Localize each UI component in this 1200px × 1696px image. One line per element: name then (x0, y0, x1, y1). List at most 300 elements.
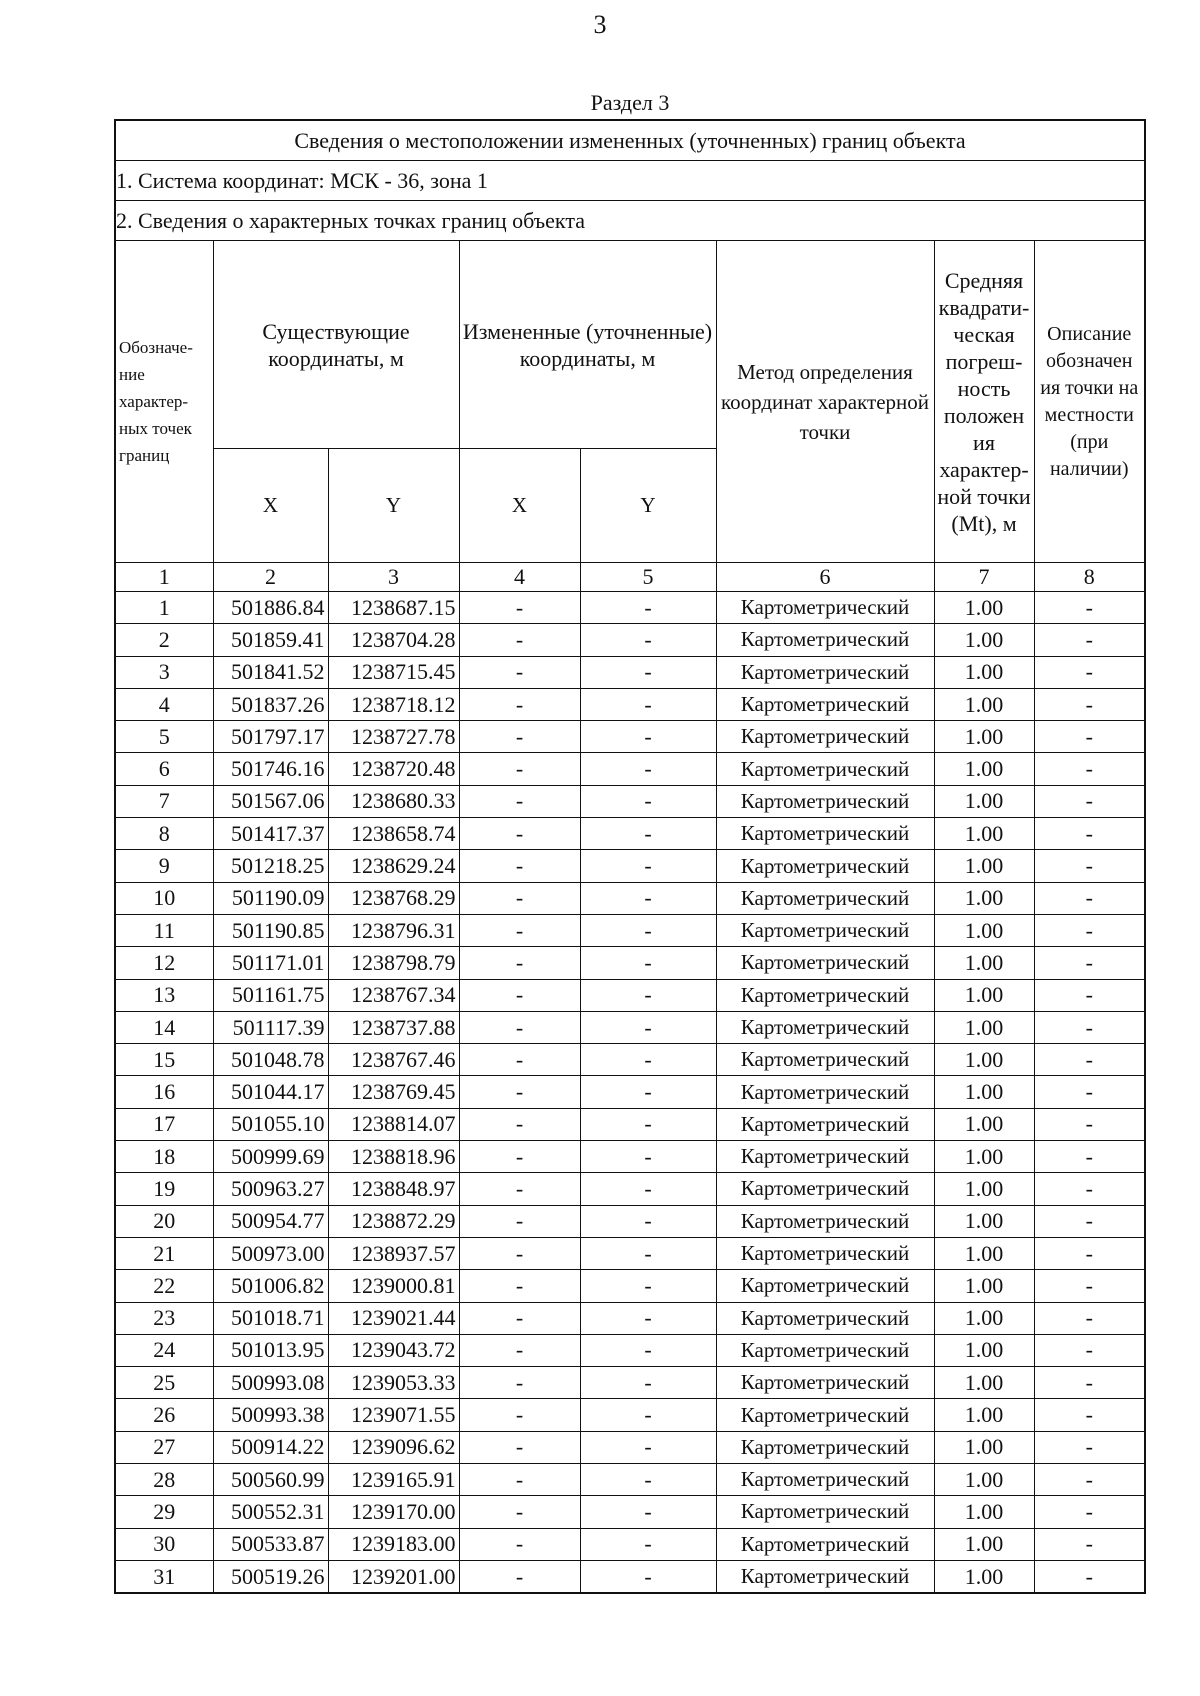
changed-x-cell: - (459, 688, 580, 720)
existing-x-cell: 501171.01 (213, 947, 328, 979)
existing-x-cell: 501837.26 (213, 688, 328, 720)
existing-x-cell: 501018.71 (213, 1302, 328, 1334)
method-cell: Картометрический (716, 1205, 934, 1237)
existing-y-cell: 1238629.24 (328, 850, 459, 882)
existing-y-cell: 1238796.31 (328, 914, 459, 946)
existing-x-cell: 501417.37 (213, 818, 328, 850)
description-cell: - (1034, 1108, 1145, 1140)
existing-x-cell: 501841.52 (213, 656, 328, 688)
table-row (115, 882, 1145, 914)
method-cell: Картометрический (716, 1173, 934, 1205)
header-x-existing: X (213, 449, 328, 563)
changed-x-cell: - (459, 1431, 580, 1463)
error-mt-cell: 1.00 (934, 1141, 1034, 1173)
point-number-cell: 14 (115, 1011, 213, 1043)
existing-y-cell: 1239165.91 (328, 1464, 459, 1496)
point-number-cell: 12 (115, 947, 213, 979)
error-mt-cell: 1.00 (934, 753, 1034, 785)
changed-y-cell: - (580, 1011, 716, 1043)
table-row (115, 1141, 1145, 1173)
table-row (115, 1496, 1145, 1528)
changed-y-cell: - (580, 1528, 716, 1560)
table-row (115, 624, 1145, 656)
changed-y-cell: - (580, 818, 716, 850)
method-cell: Картометрический (716, 1334, 934, 1366)
changed-x-cell: - (459, 1173, 580, 1205)
coordinate-system: 1. Система координат: МСК - 36, зона 1 (115, 161, 1145, 201)
changed-y-cell: - (580, 1141, 716, 1173)
error-mt-cell: 1.00 (934, 721, 1034, 753)
existing-x-cell: 500560.99 (213, 1464, 328, 1496)
description-cell: - (1034, 1302, 1145, 1334)
existing-x-cell: 501190.09 (213, 882, 328, 914)
changed-x-cell: - (459, 1205, 580, 1237)
existing-y-cell: 1238658.74 (328, 818, 459, 850)
description-cell: - (1034, 882, 1145, 914)
existing-y-cell: 1238715.45 (328, 656, 459, 688)
changed-y-cell: - (580, 1496, 716, 1528)
description-cell: - (1034, 1334, 1145, 1366)
error-mt-cell: 1.00 (934, 1173, 1034, 1205)
existing-y-cell: 1239096.62 (328, 1431, 459, 1463)
changed-x-cell: - (459, 882, 580, 914)
point-number-cell: 7 (115, 785, 213, 817)
existing-y-cell: 1238767.46 (328, 1044, 459, 1076)
description-cell: - (1034, 753, 1145, 785)
error-mt-cell: 1.00 (934, 656, 1034, 688)
header-x-changed: X (459, 449, 580, 563)
description-cell: - (1034, 979, 1145, 1011)
method-cell: Картометрический (716, 1431, 934, 1463)
method-cell: Картометрический (716, 785, 934, 817)
existing-x-cell: 500954.77 (213, 1205, 328, 1237)
changed-y-cell: - (580, 1173, 716, 1205)
changed-y-cell: - (580, 979, 716, 1011)
existing-y-cell: 1238768.29 (328, 882, 459, 914)
method-cell: Картометрический (716, 1237, 934, 1269)
changed-x-cell: - (459, 753, 580, 785)
method-cell: Картометрический (716, 1367, 934, 1399)
changed-y-cell: - (580, 882, 716, 914)
existing-x-cell: 501048.78 (213, 1044, 328, 1076)
error-mt-cell: 1.00 (934, 979, 1034, 1011)
changed-y-cell: - (580, 1334, 716, 1366)
changed-x-cell: - (459, 1044, 580, 1076)
point-number-cell: 27 (115, 1431, 213, 1463)
existing-y-cell: 1239170.00 (328, 1496, 459, 1528)
changed-x-cell: - (459, 1237, 580, 1269)
error-mt-cell: 1.00 (934, 785, 1034, 817)
changed-x-cell: - (459, 785, 580, 817)
error-mt-cell: 1.00 (934, 1399, 1034, 1431)
column-number: 2 (213, 563, 328, 592)
method-cell: Картометрический (716, 1044, 934, 1076)
method-cell: Картометрический (716, 1496, 934, 1528)
table-row (115, 1399, 1145, 1431)
table-row (115, 1108, 1145, 1140)
header-error: Средняя квадрати-ческая погреш-ность положен ия характер-ной точки (Mt), м (934, 241, 1034, 563)
existing-y-cell: 1239053.33 (328, 1367, 459, 1399)
point-number-cell: 15 (115, 1044, 213, 1076)
error-mt-cell: 1.00 (934, 914, 1034, 946)
existing-y-cell: 1238687.15 (328, 592, 459, 624)
points-heading: 2. Сведения о характерных точках границ объекта (115, 201, 1145, 241)
column-number-row (115, 563, 1145, 592)
table-row (115, 656, 1145, 688)
header-existing-coords: Существующие координаты, м (213, 241, 459, 449)
changed-y-cell: - (580, 592, 716, 624)
table-row (115, 785, 1145, 817)
point-number-cell: 4 (115, 688, 213, 720)
existing-y-cell: 1238798.79 (328, 947, 459, 979)
table-row (115, 914, 1145, 946)
table-row (115, 1205, 1145, 1237)
description-cell: - (1034, 1237, 1145, 1269)
changed-y-cell: - (580, 1108, 716, 1140)
method-cell: Картометрический (716, 882, 934, 914)
changed-y-cell: - (580, 1431, 716, 1463)
point-number-cell: 21 (115, 1237, 213, 1269)
changed-x-cell: - (459, 1464, 580, 1496)
error-mt-cell: 1.00 (934, 624, 1034, 656)
existing-y-cell: 1238818.96 (328, 1141, 459, 1173)
table-row (115, 1560, 1145, 1593)
changed-x-cell: - (459, 1011, 580, 1043)
error-mt-cell: 1.00 (934, 1270, 1034, 1302)
method-cell: Картометрический (716, 1108, 934, 1140)
changed-x-cell: - (459, 1560, 580, 1593)
changed-x-cell: - (459, 818, 580, 850)
point-number-cell: 25 (115, 1367, 213, 1399)
table-row (115, 1076, 1145, 1108)
method-cell: Картометрический (716, 914, 934, 946)
error-mt-cell: 1.00 (934, 1011, 1034, 1043)
existing-y-cell: 1238720.48 (328, 753, 459, 785)
description-cell: - (1034, 1141, 1145, 1173)
error-mt-cell: 1.00 (934, 1560, 1034, 1593)
table-row (115, 947, 1145, 979)
changed-x-cell: - (459, 1108, 580, 1140)
table-row (115, 1011, 1145, 1043)
point-number-cell: 5 (115, 721, 213, 753)
changed-y-cell: - (580, 1560, 716, 1593)
method-cell: Картометрический (716, 850, 934, 882)
description-cell: - (1034, 624, 1145, 656)
column-number: 1 (115, 563, 213, 592)
point-number-cell: 16 (115, 1076, 213, 1108)
changed-x-cell: - (459, 1367, 580, 1399)
existing-x-cell: 500993.08 (213, 1367, 328, 1399)
method-cell: Картометрический (716, 688, 934, 720)
description-cell: - (1034, 914, 1145, 946)
changed-y-cell: - (580, 1302, 716, 1334)
existing-x-cell: 501746.16 (213, 753, 328, 785)
changed-x-cell: - (459, 1302, 580, 1334)
changed-y-cell: - (580, 1464, 716, 1496)
section-title: Раздел 3 (590, 90, 670, 115)
changed-y-cell: - (580, 1237, 716, 1269)
point-number-cell: 9 (115, 850, 213, 882)
page-number: 3 (593, 10, 607, 39)
error-mt-cell: 1.00 (934, 1431, 1034, 1463)
changed-y-cell: - (580, 785, 716, 817)
method-cell: Картометрический (716, 1464, 934, 1496)
table-row (115, 850, 1145, 882)
description-cell: - (1034, 656, 1145, 688)
point-number-cell: 24 (115, 1334, 213, 1366)
changed-y-cell: - (580, 914, 716, 946)
column-number: 3 (328, 563, 459, 592)
description-cell: - (1034, 947, 1145, 979)
description-cell: - (1034, 1496, 1145, 1528)
changed-x-cell: - (459, 656, 580, 688)
column-number: 4 (459, 563, 580, 592)
point-number-cell: 18 (115, 1141, 213, 1173)
table-row (115, 1431, 1145, 1463)
point-number-cell: 29 (115, 1496, 213, 1528)
table-row (115, 1237, 1145, 1269)
header-changed-coords: Измененные (уточненные) координаты, м (459, 241, 716, 449)
error-mt-cell: 1.00 (934, 1496, 1034, 1528)
existing-y-cell: 1239201.00 (328, 1560, 459, 1593)
existing-x-cell: 501886.84 (213, 592, 328, 624)
error-mt-cell: 1.00 (934, 1302, 1034, 1334)
changed-y-cell: - (580, 624, 716, 656)
changed-x-cell: - (459, 592, 580, 624)
changed-y-cell: - (580, 1044, 716, 1076)
changed-y-cell: - (580, 1367, 716, 1399)
description-cell: - (1034, 1044, 1145, 1076)
existing-x-cell: 500999.69 (213, 1141, 328, 1173)
changed-y-cell: - (580, 753, 716, 785)
changed-x-cell: - (459, 721, 580, 753)
error-mt-cell: 1.00 (934, 1205, 1034, 1237)
existing-y-cell: 1238727.78 (328, 721, 459, 753)
description-cell: - (1034, 721, 1145, 753)
table-row (115, 1528, 1145, 1560)
table-row (115, 1367, 1145, 1399)
table-row (115, 592, 1145, 624)
error-mt-cell: 1.00 (934, 1464, 1034, 1496)
error-mt-cell: 1.00 (934, 1237, 1034, 1269)
existing-x-cell: 500552.31 (213, 1496, 328, 1528)
existing-y-cell: 1239000.81 (328, 1270, 459, 1302)
existing-x-cell: 501161.75 (213, 979, 328, 1011)
existing-y-cell: 1239071.55 (328, 1399, 459, 1431)
point-number-cell: 3 (115, 656, 213, 688)
method-cell: Картометрический (716, 979, 934, 1011)
description-cell: - (1034, 1528, 1145, 1560)
existing-x-cell: 501006.82 (213, 1270, 328, 1302)
method-cell: Картометрический (716, 1270, 934, 1302)
existing-x-cell: 500993.38 (213, 1399, 328, 1431)
existing-x-cell: 501055.10 (213, 1108, 328, 1140)
changed-y-cell: - (580, 947, 716, 979)
existing-x-cell: 500963.27 (213, 1173, 328, 1205)
error-mt-cell: 1.00 (934, 1528, 1034, 1560)
existing-x-cell: 500914.22 (213, 1431, 328, 1463)
existing-x-cell: 501044.17 (213, 1076, 328, 1108)
changed-x-cell: - (459, 624, 580, 656)
error-mt-cell: 1.00 (934, 947, 1034, 979)
existing-x-cell: 501218.25 (213, 850, 328, 882)
changed-y-cell: - (580, 1205, 716, 1237)
point-number-cell: 8 (115, 818, 213, 850)
description-cell: - (1034, 850, 1145, 882)
point-number-cell: 6 (115, 753, 213, 785)
method-cell: Картометрический (716, 1528, 934, 1560)
changed-y-cell: - (580, 656, 716, 688)
table-row (115, 818, 1145, 850)
description-cell: - (1034, 1173, 1145, 1205)
changed-x-cell: - (459, 1141, 580, 1173)
description-cell: - (1034, 785, 1145, 817)
point-number-cell: 31 (115, 1560, 213, 1593)
header-method: Метод определения координат характерной точки (716, 241, 934, 563)
method-cell: Картометрический (716, 624, 934, 656)
existing-x-cell: 501117.39 (213, 1011, 328, 1043)
existing-y-cell: 1239021.44 (328, 1302, 459, 1334)
existing-y-cell: 1239043.72 (328, 1334, 459, 1366)
description-cell: - (1034, 1399, 1145, 1431)
table-row (115, 721, 1145, 753)
method-cell: Картометрический (716, 753, 934, 785)
existing-y-cell: 1238718.12 (328, 688, 459, 720)
existing-y-cell: 1239183.00 (328, 1528, 459, 1560)
changed-x-cell: - (459, 914, 580, 946)
table-row (115, 1270, 1145, 1302)
method-cell: Картометрический (716, 1399, 934, 1431)
existing-x-cell: 501567.06 (213, 785, 328, 817)
description-cell: - (1034, 688, 1145, 720)
description-cell: - (1034, 818, 1145, 850)
table-title: Сведения о местоположении измененных (уточненных) границ объекта (115, 120, 1145, 161)
changed-y-cell: - (580, 721, 716, 753)
changed-x-cell: - (459, 947, 580, 979)
changed-x-cell: - (459, 850, 580, 882)
method-cell: Картометрический (716, 818, 934, 850)
column-number: 5 (580, 563, 716, 592)
description-cell: - (1034, 1270, 1145, 1302)
error-mt-cell: 1.00 (934, 1076, 1034, 1108)
method-cell: Картометрический (716, 1076, 934, 1108)
description-cell: - (1034, 1464, 1145, 1496)
existing-y-cell: 1238769.45 (328, 1076, 459, 1108)
error-mt-cell: 1.00 (934, 1108, 1034, 1140)
changed-y-cell: - (580, 688, 716, 720)
changed-x-cell: - (459, 1076, 580, 1108)
error-mt-cell: 1.00 (934, 818, 1034, 850)
existing-y-cell: 1238704.28 (328, 624, 459, 656)
existing-y-cell: 1238814.07 (328, 1108, 459, 1140)
point-number-cell: 10 (115, 882, 213, 914)
point-number-cell: 30 (115, 1528, 213, 1560)
column-number: 7 (934, 563, 1034, 592)
header-y-existing: Y (328, 449, 459, 563)
method-cell: Картометрический (716, 1302, 934, 1334)
method-cell: Картометрический (716, 947, 934, 979)
error-mt-cell: 1.00 (934, 882, 1034, 914)
changed-x-cell: - (459, 1270, 580, 1302)
existing-y-cell: 1238872.29 (328, 1205, 459, 1237)
table-row (115, 1334, 1145, 1366)
point-number-cell: 17 (115, 1108, 213, 1140)
changed-x-cell: - (459, 1334, 580, 1366)
method-cell: Картометрический (716, 1011, 934, 1043)
table-row (115, 979, 1145, 1011)
point-number-cell: 2 (115, 624, 213, 656)
changed-x-cell: - (459, 979, 580, 1011)
existing-y-cell: 1238680.33 (328, 785, 459, 817)
error-mt-cell: 1.00 (934, 592, 1034, 624)
table-row (115, 688, 1145, 720)
error-mt-cell: 1.00 (934, 1044, 1034, 1076)
column-number: 6 (716, 563, 934, 592)
point-number-cell: 23 (115, 1302, 213, 1334)
description-cell: - (1034, 592, 1145, 624)
description-cell: - (1034, 1076, 1145, 1108)
boundary-points-table (114, 119, 1146, 1594)
description-cell: - (1034, 1011, 1145, 1043)
point-number-cell: 1 (115, 592, 213, 624)
header-y-changed: Y (580, 449, 716, 563)
point-number-cell: 19 (115, 1173, 213, 1205)
table-row (115, 1464, 1145, 1496)
description-cell: - (1034, 1431, 1145, 1463)
changed-x-cell: - (459, 1528, 580, 1560)
column-number: 8 (1034, 563, 1145, 592)
point-number-cell: 28 (115, 1464, 213, 1496)
changed-x-cell: - (459, 1399, 580, 1431)
method-cell: Картометрический (716, 1560, 934, 1593)
existing-y-cell: 1238848.97 (328, 1173, 459, 1205)
header-designation: Обозначе-ние характер-ных точек границ (115, 241, 213, 563)
error-mt-cell: 1.00 (934, 688, 1034, 720)
changed-y-cell: - (580, 1076, 716, 1108)
method-cell: Картометрический (716, 721, 934, 753)
point-number-cell: 20 (115, 1205, 213, 1237)
changed-y-cell: - (580, 1270, 716, 1302)
point-number-cell: 11 (115, 914, 213, 946)
existing-y-cell: 1238767.34 (328, 979, 459, 1011)
changed-x-cell: - (459, 1496, 580, 1528)
existing-x-cell: 501190.85 (213, 914, 328, 946)
table-row (115, 753, 1145, 785)
existing-y-cell: 1238737.88 (328, 1011, 459, 1043)
error-mt-cell: 1.00 (934, 1367, 1034, 1399)
error-mt-cell: 1.00 (934, 850, 1034, 882)
existing-y-cell: 1238937.57 (328, 1237, 459, 1269)
changed-y-cell: - (580, 850, 716, 882)
table-row (115, 1173, 1145, 1205)
description-cell: - (1034, 1367, 1145, 1399)
table-row (115, 1044, 1145, 1076)
point-number-cell: 22 (115, 1270, 213, 1302)
existing-x-cell: 500519.26 (213, 1560, 328, 1593)
existing-x-cell: 501797.17 (213, 721, 328, 753)
existing-x-cell: 500973.00 (213, 1237, 328, 1269)
point-number-cell: 13 (115, 979, 213, 1011)
header-description: Описание обозначен ия точки на местности (при наличии) (1034, 241, 1145, 563)
method-cell: Картометрический (716, 1141, 934, 1173)
point-number-cell: 26 (115, 1399, 213, 1431)
error-mt-cell: 1.00 (934, 1334, 1034, 1366)
changed-y-cell: - (580, 1399, 716, 1431)
description-cell: - (1034, 1205, 1145, 1237)
table-row (115, 1302, 1145, 1334)
existing-x-cell: 500533.87 (213, 1528, 328, 1560)
method-cell: Картометрический (716, 592, 934, 624)
